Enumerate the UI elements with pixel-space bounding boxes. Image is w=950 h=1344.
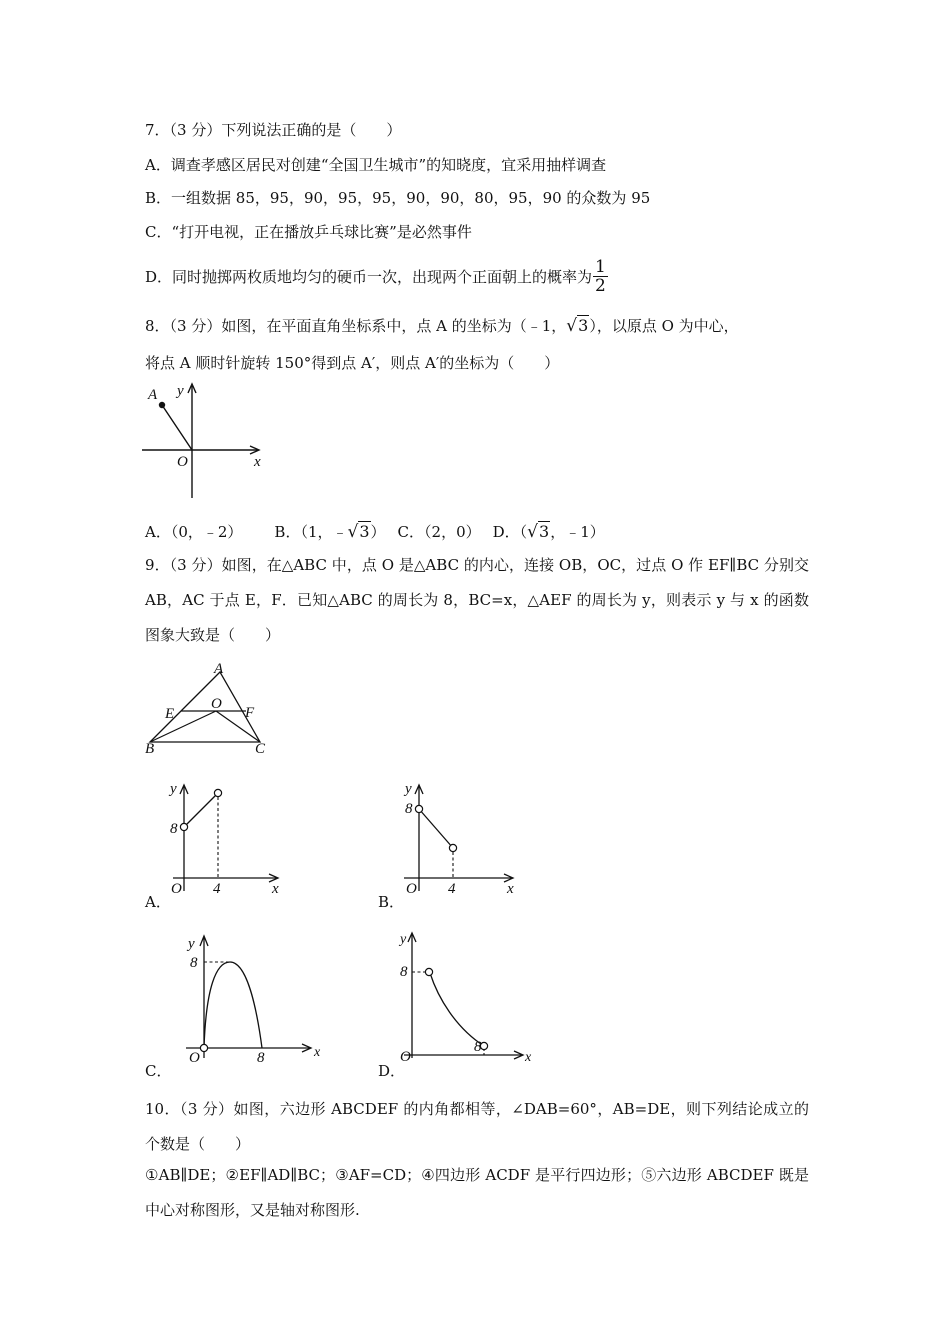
q7-option-d-text: D．同时抛掷两枚质地均匀的硬币一次，出现两个正面朝上的概率为 bbox=[145, 267, 593, 286]
label-o: O bbox=[211, 696, 222, 712]
graph-d bbox=[398, 928, 538, 1063]
sqrt3-symbol: √3 bbox=[527, 522, 550, 542]
graph-d-label-o: O bbox=[400, 1049, 411, 1065]
label-b: B bbox=[145, 741, 155, 757]
q8-label-x: x bbox=[254, 454, 261, 470]
label-c: C bbox=[255, 741, 266, 757]
graph-b bbox=[400, 776, 520, 896]
q8-stem-line2: 将点 A 顺时针旋转 150°得到点 A′，则点 A′的坐标为（ ） bbox=[145, 354, 560, 372]
q8-option-d-post: ，﹣1） bbox=[550, 523, 605, 541]
q7-option-a: A．调查孝感区居民对创建“全国卫生城市”的知晓度，宜采用抽样调查 bbox=[145, 156, 607, 174]
q8-segment-oa bbox=[162, 405, 192, 450]
q8-option-a: A．（0，﹣2） bbox=[145, 523, 243, 541]
graph-b-label-x: x bbox=[507, 881, 514, 897]
q8-option-b-post: ） bbox=[370, 523, 386, 541]
graph-b-tick-8: 8 bbox=[405, 801, 413, 817]
label-f: F bbox=[245, 705, 255, 721]
graph-b-label: B． bbox=[378, 893, 405, 911]
q9-triangle-figure bbox=[142, 660, 272, 755]
graph-d-label-y: y bbox=[400, 932, 407, 947]
graph-c bbox=[168, 928, 328, 1066]
q7-option-d bbox=[145, 258, 608, 295]
graph-d-tick-8x: 8 bbox=[474, 1039, 482, 1055]
q9-stem: 9．（3 分）如图，在△ABC 中，点 O 是△ABC 的内心，连接 OB，OC，过点 O 作 EF∥BC 分别交 AB，AC 于点 E，F．已知△ABC 的周长为 8，BC=x，△AEF 的周长为 y，则表示 y 与 x 的函数图象大致是（ ） bbox=[145, 556, 809, 644]
graph-a bbox=[165, 776, 285, 896]
graph-c-label: C． bbox=[145, 1062, 172, 1080]
graph-d-tick-8: 8 bbox=[400, 964, 408, 980]
q8-stem-pre: 8．（3 分）如图，在平面直角坐标系中，点 A 的坐标为（﹣1， bbox=[145, 317, 567, 335]
sqrt3-symbol: √3 bbox=[566, 316, 589, 336]
graph-c-tick-8: 8 bbox=[190, 955, 198, 971]
q8-point-a bbox=[159, 402, 165, 408]
q8-stem-line1 bbox=[145, 316, 739, 336]
q8-label-y: y bbox=[177, 383, 184, 399]
graph-b-label-y: y bbox=[405, 781, 412, 797]
graph-a-label-y: y bbox=[170, 781, 177, 797]
graph-a-label-o: O bbox=[171, 881, 182, 897]
graph-d-label: D． bbox=[378, 1062, 406, 1080]
q7-fraction-denominator: 2 bbox=[595, 276, 606, 296]
q7-fraction-numerator: 1 bbox=[595, 257, 606, 277]
graph-c-label-x: x bbox=[314, 1045, 321, 1060]
graph-c-tick-8x: 8 bbox=[257, 1050, 265, 1066]
segment-ob bbox=[150, 711, 216, 742]
graph-a-tick-8: 8 bbox=[170, 821, 178, 837]
q8-coordinate-figure bbox=[140, 378, 270, 503]
q7-fraction bbox=[593, 258, 608, 295]
graph-a-label-x: x bbox=[272, 881, 279, 897]
graph-a-label: A． bbox=[145, 893, 171, 911]
q8-label-a: A bbox=[148, 387, 158, 403]
graph-a-tick-4: 4 bbox=[213, 881, 221, 897]
q8-option-c: C．（2，0） bbox=[397, 523, 481, 541]
q8-stem-post: ），以原点 O 为中心， bbox=[589, 317, 739, 335]
q10-items: ①AB∥DE；②EF∥AD∥BC；③AF=CD；④四边形 ACDF 是平行四边形；⑤六边形 ABCDEF 既是中心对称图形，又是轴对称图形. bbox=[145, 1166, 809, 1219]
sqrt3-symbol: √3 bbox=[347, 522, 370, 542]
q8-option-d-pre: D．（ bbox=[492, 523, 528, 541]
label-e: E bbox=[165, 706, 175, 722]
q7-stem: 7．（3 分）下列说法正确的是（ ） bbox=[145, 121, 402, 139]
q8-label-o: O bbox=[177, 454, 188, 470]
q10-stem: 10．（3 分）如图，六边形 ABCDEF 的内角都相等，∠DAB=60°，AB=DE，则下列结论成立的个数是（ ） bbox=[145, 1100, 809, 1153]
graph-c-label-y: y bbox=[188, 936, 195, 952]
graph-c-label-o: O bbox=[189, 1050, 200, 1066]
graph-b-tick-4: 4 bbox=[448, 881, 456, 897]
q8-option-b-pre: B．（1，﹣ bbox=[274, 523, 348, 541]
label-a: A bbox=[214, 661, 224, 677]
graph-d-label-x: x bbox=[525, 1050, 532, 1065]
q8-options bbox=[145, 522, 605, 542]
q7-option-c: C．“打开电视，正在播放乒乓球比赛”是必然事件 bbox=[145, 223, 472, 241]
graph-b-label-o: O bbox=[406, 881, 417, 897]
q7-option-b: B．一组数据 85，95，90，95，95，90，90，80，95，90 的众数为 95 bbox=[145, 189, 651, 207]
